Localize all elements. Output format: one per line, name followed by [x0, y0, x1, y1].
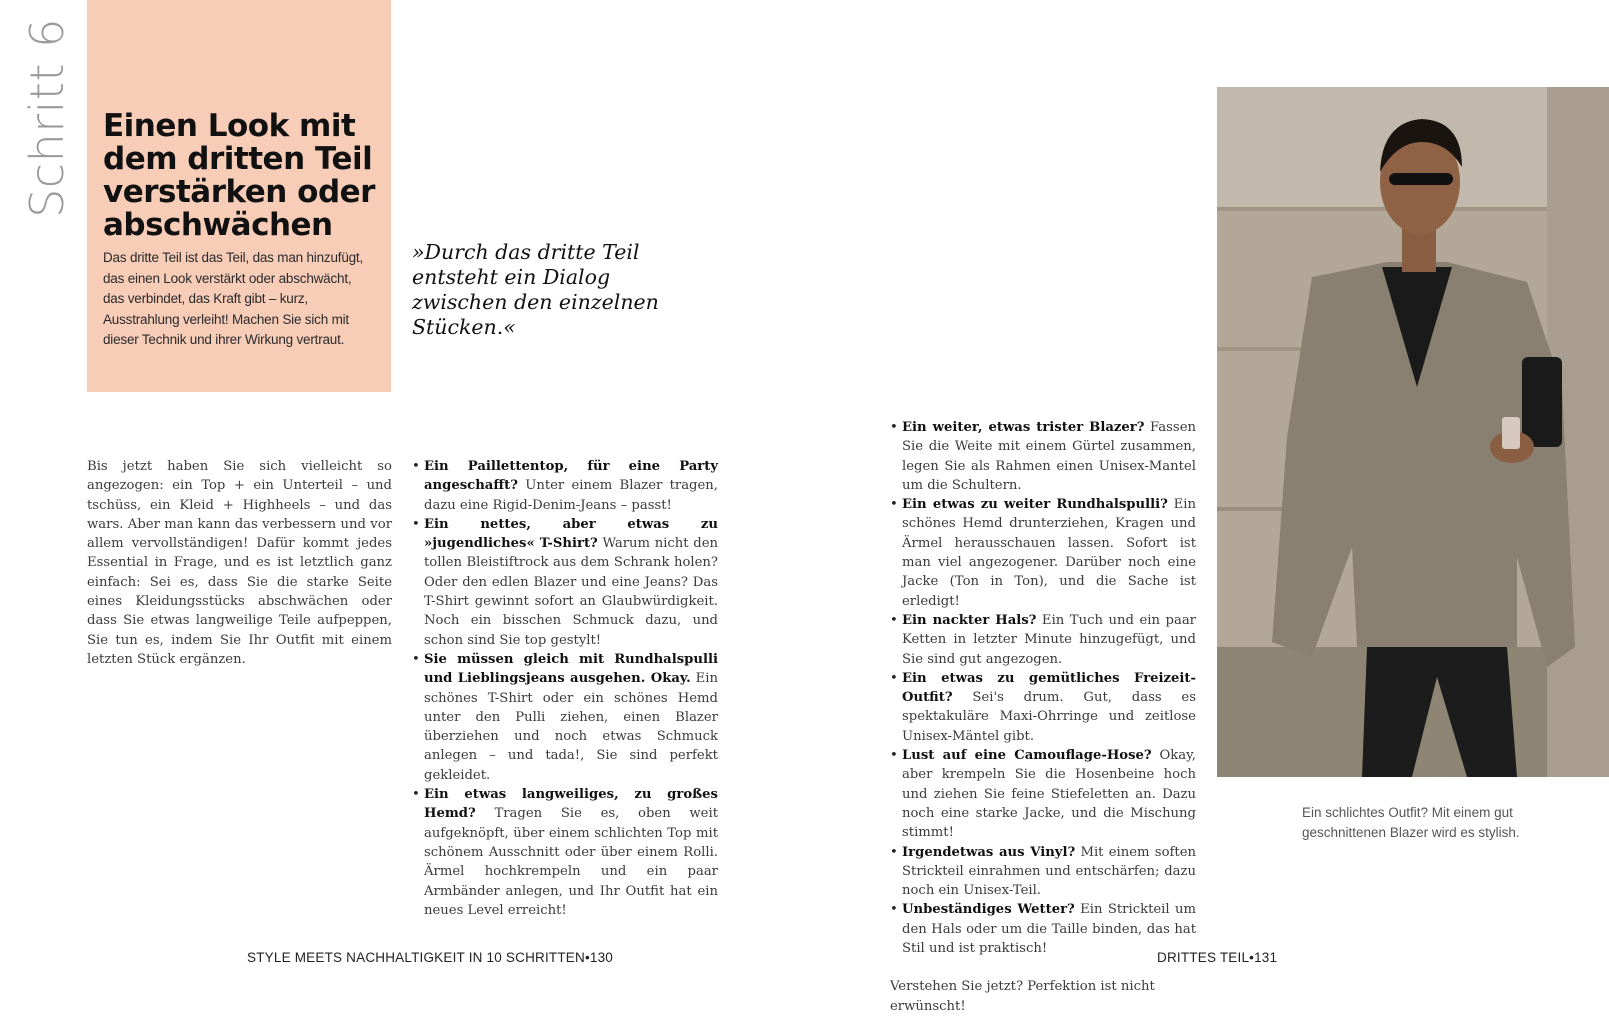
- folio-right: DRITTES TEIL•131: [1157, 950, 1278, 965]
- folio-left: STYLE MEETS NACHHALTIGKEIT IN 10 SCHRITTEN•130: [247, 950, 614, 965]
- photo-caption: Ein schlichtes Outfit? Mit einem gut geschnittenen Blazer wird es stylish.: [1302, 805, 1520, 840]
- tip-text: Sei's drum. Gut, dass es spektakuläre Maxi-Ohrringe und zeitlose Unisex-Mäntel gibt.: [902, 690, 1196, 744]
- tip-text: Okay, aber krempeln Sie die Hosenbeine hoch und ziehen Sie feine Stiefeletten an. Dazu noch eine starke Jacke, und die Mischung stimmt!: [902, 748, 1196, 841]
- tips-list-2: [890, 418, 1196, 958]
- list-item: [890, 495, 1196, 611]
- section-label-text: Schritt 6: [20, 18, 74, 218]
- list-item: [890, 843, 1196, 901]
- intro-box: [87, 0, 391, 392]
- photo-illustration: [1217, 87, 1609, 777]
- headline: Einen Look mit dem dritten Teil verstärken oder abschwächen: [103, 108, 375, 243]
- tip-lead: Ein weiter, etwas trister Blazer?: [902, 420, 1145, 435]
- list-item: [412, 457, 718, 515]
- tip-lead: Ein etwas zu weiter Rundhalspulli?: [902, 497, 1168, 513]
- tip-text: Ein Tuch und ein paar Ketten in letzter Minute hinzugefügt, und Sie sind gut angezogen.: [902, 612, 1196, 667]
- tip-text: Ein schönes Hemd drunterziehen, Kragen und Ärmel herausschauen lassen. Sofort ist man viel angezogener. Darüber noch eine Jacke (Ton in Ton), und die Sache ist erledigt!: [902, 497, 1196, 609]
- tip-lead: Unbeständiges Wetter?: [902, 902, 1075, 918]
- tip-text: Warum nicht den tollen Bleistiftrock aus dem Schrank holen? Oder den edlen Blazer und eine Jeans? Das T-Shirt gewinnt sofort an Glaubwürdigkeit. Noch ein bisschen Schmuck dazu, und schon sind Sie top gestylt!: [424, 536, 718, 648]
- list-item: [890, 900, 1196, 958]
- tip-text: Tragen Sie es, oben weit aufgeknöpft, über einem schlichten Top mit schönem Ausschnitt oder über einem Rolli. Ärmel hochkrempeln und ein paar Armbänder anlegen, und Ihr Outfit hat ein neues Level erreicht!: [424, 806, 718, 918]
- list-item: [412, 785, 718, 920]
- tip-text: Mit einem soften Strickteil einrahmen und entschärfen; dazu noch ein Unisex-Teil.: [902, 844, 1196, 899]
- tip-lead: Ein nackter Hals?: [902, 612, 1037, 628]
- tip-lead: Ein Paillettentop, für eine Party angeschafft?: [424, 459, 718, 494]
- tip-text: Unter einem Blazer tragen, dazu eine Rigid-Denim-Jeans – passt!: [424, 478, 718, 513]
- fashion-photo: [1217, 87, 1609, 777]
- body-column-2: [412, 457, 718, 920]
- tip-lead: Sie müssen gleich mit Rundhalspulli und Lieblingsjeans ausgehen. Okay.: [424, 651, 718, 687]
- list-item: [890, 611, 1196, 669]
- body-column-1: [87, 457, 392, 669]
- intro-text: Das dritte Teil ist das Teil, das man hinzufügt, das einen Look verstärkt oder abschwächt, das verbindet, das Kraft gibt – kurz, Ausstrahlung verleiht! Machen Sie sich mit dieser Technik und ihrer Wirkung vertraut.: [103, 250, 364, 347]
- tip-lead: Ein etwas zu gemütliches Freizeit-Outfit?: [902, 670, 1196, 706]
- closing-line: Verstehen Sie jetzt? Perfektion ist nicht erwünscht!: [890, 979, 1155, 1014]
- list-item: [890, 418, 1196, 495]
- pull-quote: »Durch das dritte Teil entsteht ein Dialog zwischen den einzelnen Stücken.«: [412, 240, 659, 339]
- body-column-3: [890, 418, 1196, 1016]
- list-item: [412, 515, 718, 650]
- tip-lead: Lust auf eine Camouflage-Hose?: [902, 748, 1152, 764]
- tip-lead: Ein nettes, aber etwas zu »jugendliches« T-Shirt?: [424, 516, 718, 552]
- list-item: [890, 746, 1196, 842]
- list-item: [890, 669, 1196, 746]
- body-intro: Bis jetzt haben Sie sich vielleicht so angezogen: ein Top + ein Unterteil – und tschüss, ein Kleid + Highheels – und das wars. Aber man kann das verbessern und vor allem vervollständigen! Dafür kommt jedes Essential in Frage, und es ist letztlich ganz einfach: Sei es, dass Sie die starke Seite eines Kleidungsstücks abschwächen oder dass Sie etwas langweilige Teile aufpeppen, Sie tun es, indem Sie Ihr Outfit mit einem letzten Stück ergänzen.: [87, 459, 392, 667]
- tips-list-1: [412, 457, 718, 920]
- tip-text: Fassen Sie die Weite mit einem Gürtel zusammen, legen Sie als Rahmen einen Unisex-Mantel um die Schultern.: [902, 420, 1196, 493]
- tip-text: Ein Strickteil um den Hals oder um die Taille binden, das hat Stil und ist praktisch!: [902, 902, 1196, 957]
- list-item: [412, 650, 718, 785]
- tip-text: Ein schönes T-Shirt oder ein schönes Hemd unter den Pulli ziehen, einen Blazer überziehen und noch etwas Schmuck anlegen – und tada!, Sie sind perfekt gekleidet.: [424, 671, 718, 783]
- section-label: [20, 18, 74, 218]
- tip-lead: Irgendetwas aus Vinyl?: [902, 844, 1076, 860]
- tip-lead: Ein etwas langweiliges, zu großes Hemd?: [424, 787, 718, 822]
